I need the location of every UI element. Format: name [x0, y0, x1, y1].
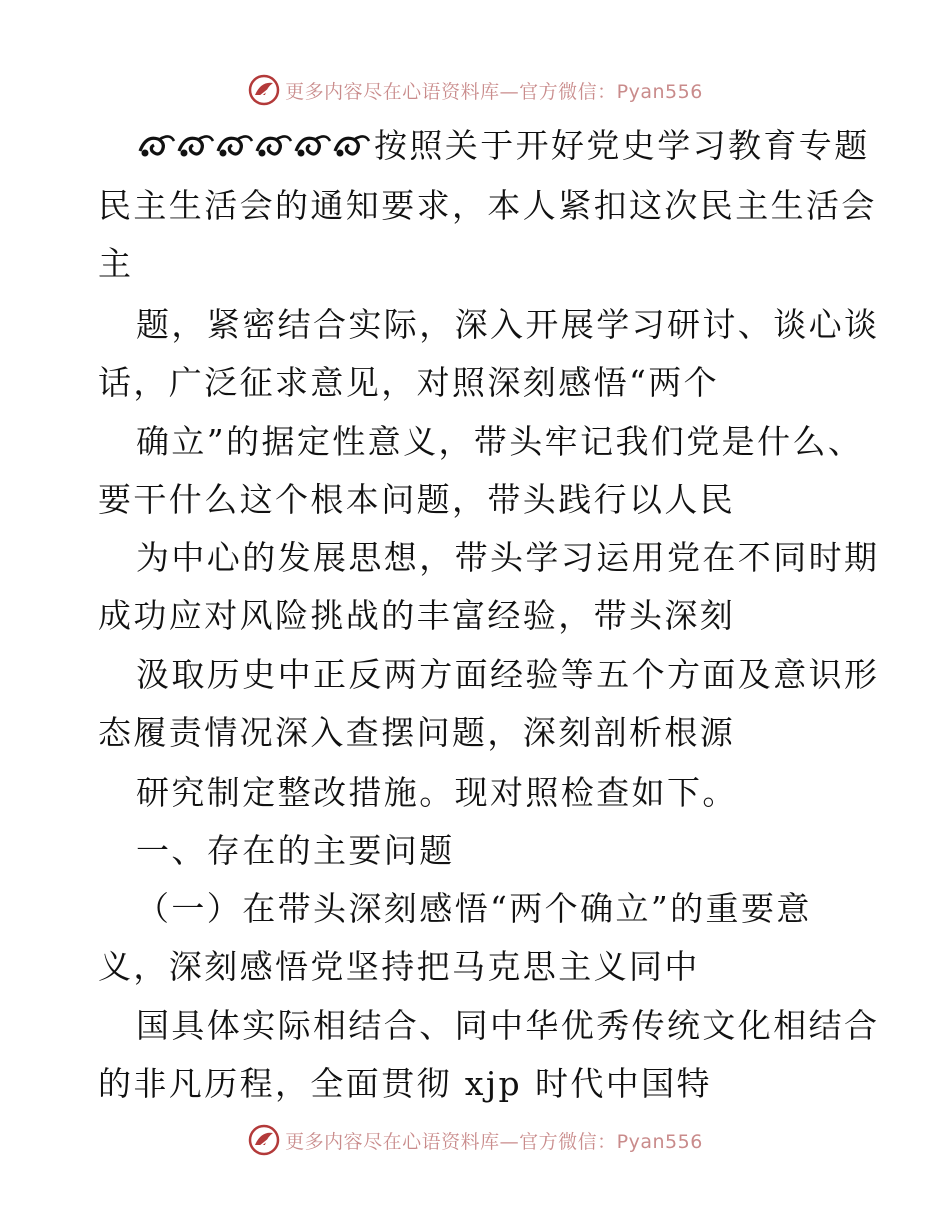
watermark-top [0, 72, 950, 108]
paragraph-line-14: （一）在带头深刻感悟“两个确立”的重要意 [136, 889, 812, 928]
ornament-flourish-icon [136, 129, 374, 159]
paragraph-line-10: 汲取历史中正反两方面经验等五个方面及意识形 [136, 655, 880, 694]
paragraph-line-2: 民主生活会的通知要求，本人紧扣这次民主生活会 [98, 186, 877, 225]
section-heading: 一、存在的主要问题 [136, 831, 455, 870]
paragraph-line-5: 话，广泛征求意见，对照深刻感悟“两个 [98, 363, 720, 402]
brand-logo-icon [247, 73, 281, 107]
watermark-bottom [0, 1122, 950, 1158]
paragraph-line-12: 研究制定整改措施。现对照检查如下。 [136, 773, 738, 812]
paragraph-line-11: 态履责情况深入查摆问题，深刻剖析根源 [98, 713, 736, 752]
paragraph-line-16: 国具体实际相结合、同中华优秀传统文化相结合 [136, 1006, 880, 1045]
paragraph-line-9: 成功应对风险挑战的丰富经验，带头深刻 [98, 596, 736, 635]
watermark-text: 更多内容尽在心语资料库—官方微信：Pyan556 [285, 80, 703, 103]
watermark-id: Pyan556 [616, 80, 703, 103]
paragraph-line-7: 要干什么这个根本问题，带头践行以人民 [98, 480, 736, 519]
paragraph-line-1: 按照关于开好党史学习教育专题 [136, 126, 870, 166]
paragraph-line-6: 确立”的据定性意义，带头牢记我们党是什么、 [136, 422, 864, 461]
brand-logo-icon [247, 1123, 281, 1157]
paragraph-line-3: 主 [98, 244, 134, 283]
watermark-text: 更多内容尽在心语资料库—官方微信：Pyan556 [285, 1130, 703, 1153]
watermark-id: Pyan556 [616, 1130, 703, 1153]
paragraph-line-15: 义，深刻感悟党坚持把马克思主义同中 [98, 947, 700, 986]
paragraph-line-4: 题，紧密结合实际，深入开展学习研讨、谈心谈 [136, 305, 880, 344]
paragraph-line-8: 为中心的发展思想，带头学习运用党在不同时期 [136, 538, 880, 577]
paragraph-line-17: 的非凡历程，全面贯彻 xjp 时代中国特 [98, 1064, 712, 1103]
